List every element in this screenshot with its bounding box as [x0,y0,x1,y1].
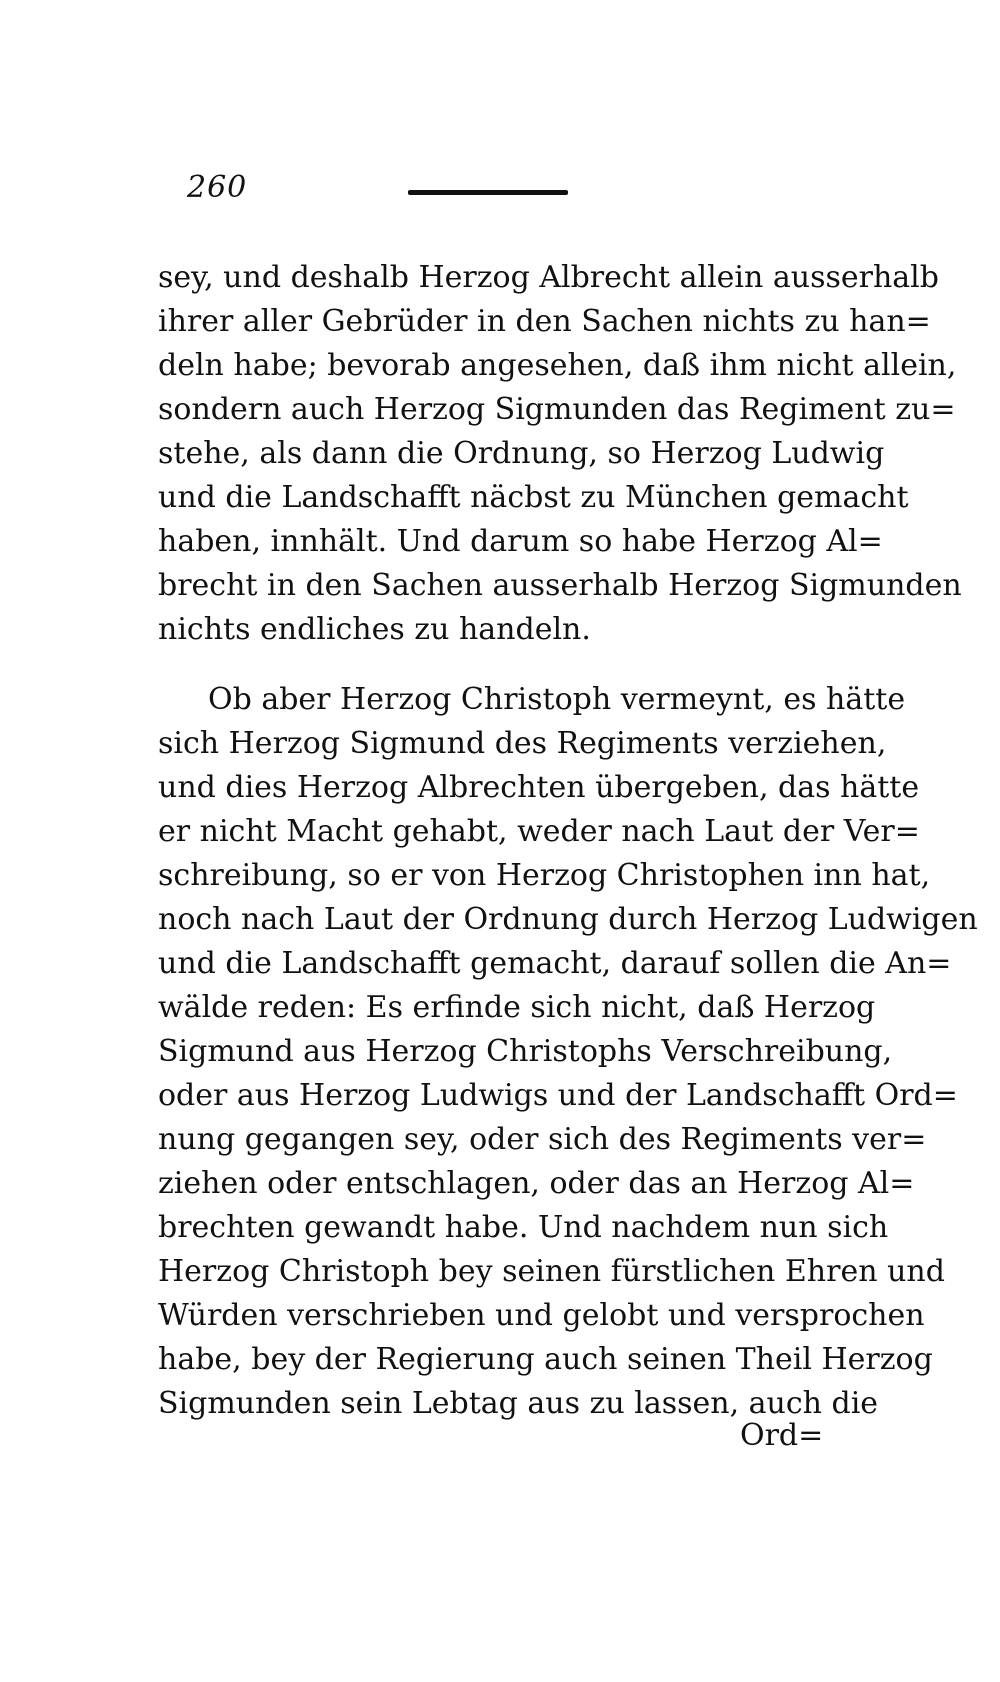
text-line: nichts endliches zu handeln. [158,612,591,647]
text-line: ziehen oder entschlagen, oder das an Herzog Al= [158,1166,915,1201]
text-line: nung gegangen sey, oder sich des Regiments ver= [158,1122,927,1157]
text-line: deln habe; bevorab angesehen, daß ihm nicht allein, [158,348,957,383]
text-line: sondern auch Herzog Sigmunden das Regiment zu= [158,392,956,427]
text-line: Würden verschrieben und gelobt und versprochen [158,1298,925,1333]
text-line: Sigmund aus Herzog Christophs Verschreibung, [158,1034,893,1069]
text-line: wälde reden: Es erfinde sich nicht, daß Herzog [158,990,876,1025]
text-line: stehe, als dann die Ordnung, so Herzog Ludwig [158,436,885,471]
catchword: Ord= [740,1418,824,1453]
text-line: er nicht Macht gehabt, weder nach Laut der Ver= [158,814,920,849]
text-line: und die Landschafft gemacht, darauf sollen die An= [158,946,952,981]
paragraph-2 [158,678,978,1426]
text-line: Ob aber Herzog Christoph vermeynt, es hätte [208,682,906,717]
text-line: brechten gewandt habe. Und nachdem nun sich [158,1210,889,1245]
text-line: sich Herzog Sigmund des Regiments verziehen, [158,726,887,761]
page-number: 260 [187,170,248,205]
text-line: oder aus Herzog Ludwigs und der Landschafft Ord= [158,1078,958,1113]
text-line: sey, und deshalb Herzog Albrecht allein ausserhalb [158,260,939,295]
paragraph-1 [158,256,962,652]
text-line: brecht in den Sachen ausserhalb Herzog Sigmunden [158,568,962,603]
text-line: haben, innhält. Und darum so habe Herzog Al= [158,524,883,559]
text-line: und dies Herzog Albrechten übergeben, das hätte [158,770,920,805]
text-line: habe, bey der Regierung auch seinen Theil Herzog [158,1342,933,1377]
text-line: und die Landschafft näcbst zu München gemacht [158,480,909,515]
text-line: Herzog Christoph bey seinen fürstlichen Ehren und [158,1254,945,1289]
text-line: schreibung, so er von Herzog Christophen inn hat, [158,858,931,893]
text-line: ihrer aller Gebrüder in den Sachen nichts zu han= [158,304,931,339]
text-line: noch nach Laut der Ordnung durch Herzog Ludwigen [158,902,978,937]
text-line: Sigmunden sein Lebtag aus zu lassen, auch die [158,1386,879,1421]
header-rule [408,190,568,195]
